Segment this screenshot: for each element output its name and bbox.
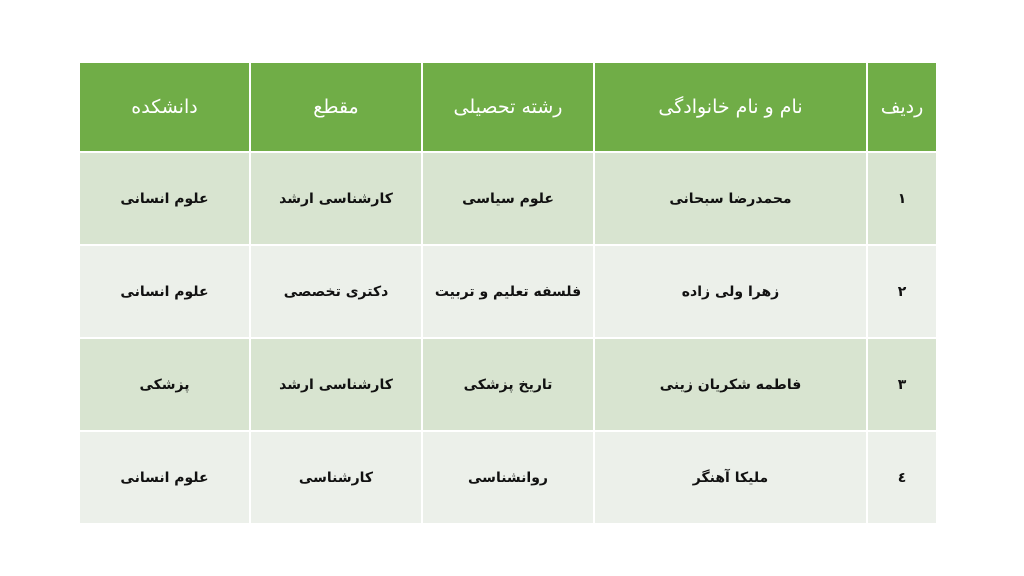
cell-faculty: علوم انسانی	[79, 431, 250, 524]
table-row	[79, 245, 937, 338]
header-full-name: نام و نام خانوادگی	[594, 62, 867, 152]
header-degree: مقطع	[250, 62, 422, 152]
cell-faculty: علوم انسانی	[79, 245, 250, 338]
table-header-row	[79, 62, 937, 152]
students-table	[78, 61, 938, 525]
header-field-of-study: رشته تحصیلی	[422, 62, 594, 152]
cell-row-number: ۳	[867, 338, 937, 431]
table-row	[79, 431, 937, 524]
cell-field-of-study: روانشناسی	[422, 431, 594, 524]
students-table-container	[78, 61, 936, 525]
cell-full-name: فاطمه شکریان زینی	[594, 338, 867, 431]
cell-faculty: پزشکی	[79, 338, 250, 431]
cell-row-number: ۲	[867, 245, 937, 338]
cell-field-of-study: تاریخ پزشکی	[422, 338, 594, 431]
cell-full-name: زهرا ولی زاده	[594, 245, 867, 338]
cell-field-of-study: علوم سیاسی	[422, 152, 594, 245]
cell-field-of-study: فلسفه تعلیم و تربیت	[422, 245, 594, 338]
cell-degree: کارشناسی ارشد	[250, 152, 422, 245]
table-row	[79, 338, 937, 431]
cell-full-name: محمدرضا سبحانی	[594, 152, 867, 245]
header-faculty: دانشکده	[79, 62, 250, 152]
cell-row-number: ۱	[867, 152, 937, 245]
header-row-number: ردیف	[867, 62, 937, 152]
table-row	[79, 152, 937, 245]
cell-row-number: ٤	[867, 431, 937, 524]
cell-degree: کارشناسی ارشد	[250, 338, 422, 431]
cell-degree: دکتری تخصصی	[250, 245, 422, 338]
cell-faculty: علوم انسانی	[79, 152, 250, 245]
cell-degree: کارشناسی	[250, 431, 422, 524]
cell-full-name: ملیکا آهنگر	[594, 431, 867, 524]
